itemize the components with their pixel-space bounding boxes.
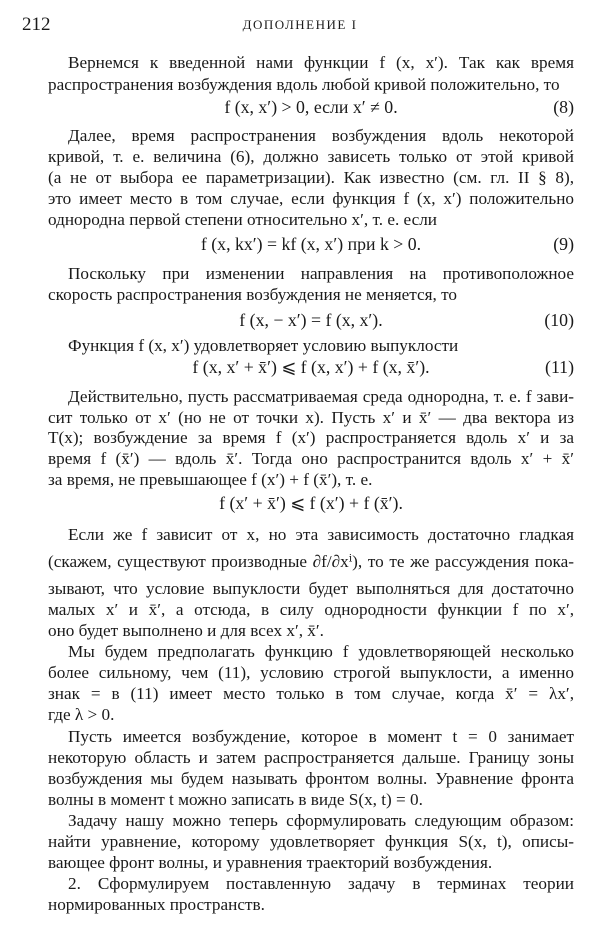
- equation-formula: f (x′ + x̄′) ⩽ f (x′) + f (x̄′).: [219, 493, 403, 514]
- text-line: T(x); возбуждение за время f (x′) распространяется вдоль x′ и за: [48, 428, 574, 448]
- equation-number: (9): [553, 234, 574, 255]
- text-line: (скажем, существуют производные ∂f/∂xⁱ), то те же рассуждения пока-: [48, 551, 574, 571]
- page-number: 212: [22, 14, 51, 35]
- page-header: [22, 14, 578, 38]
- text-line: знак = в (11) имеет место только в том случае, когда x̄′ = λx′,: [48, 683, 574, 703]
- text-line: малых x′ и x̄′, а отсюда, в силу однородности функции f по x′,: [48, 599, 574, 619]
- text-line: нормированных пространств.: [48, 895, 265, 914]
- text-line: где λ > 0.: [48, 704, 115, 724]
- equation-9: [48, 232, 574, 256]
- text-line: более сильному, чем (11), условию строгой выпуклости, а именно: [48, 662, 574, 682]
- equation-number: (10): [544, 310, 574, 331]
- equation-number: (11): [545, 357, 574, 378]
- text-line: Задачу нашу можно теперь сформулировать следующим образом:: [68, 811, 574, 831]
- text-line: (а не от выбора ее параметризации). Как известно (см. гл. II § 8),: [48, 167, 574, 187]
- text-line: некоторую область и затем распространяется дальше. Границу зоны: [48, 748, 574, 768]
- text-line: волны в момент t можно записать в виде S(x, t) = 0.: [48, 790, 423, 810]
- text-line: распространения возбуждения вдоль любой кривой положительно, то: [48, 74, 560, 94]
- equation-unnumbered: [48, 491, 574, 515]
- text-line: Вернемся к введенной нами функции f (x, x′). Так как время: [68, 53, 574, 72]
- text-line: Функция f (x, x′) удовлетворяет условию выпуклости: [68, 336, 459, 356]
- section-2-heading-line: 2. Сформулируем поставленную задачу в терминах теории: [68, 874, 574, 893]
- text-line: зывают, что условие выпуклости будет выполняться для достаточно: [48, 578, 574, 598]
- text-line: найти уравнение, которому удовлетворяет функция S(x, t), описы-: [48, 832, 574, 852]
- text-line: вающее фронт волны, и уравнения траекторий возбуждения.: [48, 853, 493, 873]
- text-line: скорость распространения возбуждения не меняется, то: [48, 285, 458, 305]
- text-line: время f (x̄′) — вдоль x̄′. Тогда оно распространится вдоль x′ + x̄′: [48, 449, 574, 469]
- equation-10: [48, 308, 574, 332]
- running-head: ДОПОЛНЕНИЕ I: [242, 17, 358, 32]
- text-line: Пусть имеется возбуждение, которое в момент t = 0 занимает: [68, 727, 574, 747]
- equation-8: [48, 95, 574, 119]
- equation-formula: f (x, x′) > 0, если x′ ≠ 0.: [224, 96, 398, 117]
- equation-11: [48, 355, 574, 379]
- text-line: Далее, время распространения возбуждения вдоль некоторой: [68, 125, 574, 145]
- equation-number: (8): [553, 96, 574, 117]
- text-line: Действительно, пусть рассматриваемая среда однородна, т. е. f зави-: [68, 386, 574, 406]
- text-line: сит только от x′ (но не от точки x). Пусть x′ и x̄′ — два вектора из: [48, 407, 574, 427]
- text-line: Поскольку при изменении направления на противоположное: [68, 264, 574, 284]
- text-line: Мы будем предполагать функцию f удовлетворяющей несколько: [68, 641, 574, 661]
- text-line: возбуждения мы будем называть фронтом волны. Уравнение фронта: [48, 769, 574, 789]
- text-line: за время, не превышающее f (x′) + f (x̄′), т. е.: [48, 470, 373, 490]
- text-line: однородна первой степени относительно x′, т. е. если: [48, 209, 438, 229]
- text-line: Если же f зависит от x, но эта зависимость достаточно гладкая: [68, 525, 574, 544]
- text-line: оно будет выполнено и для всех x′, x̄′.: [48, 620, 324, 640]
- equation-formula: f (x, x′ + x̄′) ⩽ f (x, x′) + f (x, x̄′).: [192, 357, 430, 378]
- text-line: кривой, т. е. величина (6), должно зависеть только от этой кривой: [48, 146, 574, 166]
- equation-formula: f (x, − x′) = f (x, x′).: [239, 310, 383, 331]
- equation-formula: f (x, kx′) = kf (x, x′) при k > 0.: [200, 234, 422, 255]
- text-line: это имеет место в том случае, если функция f (x, x′) положительно: [48, 188, 574, 208]
